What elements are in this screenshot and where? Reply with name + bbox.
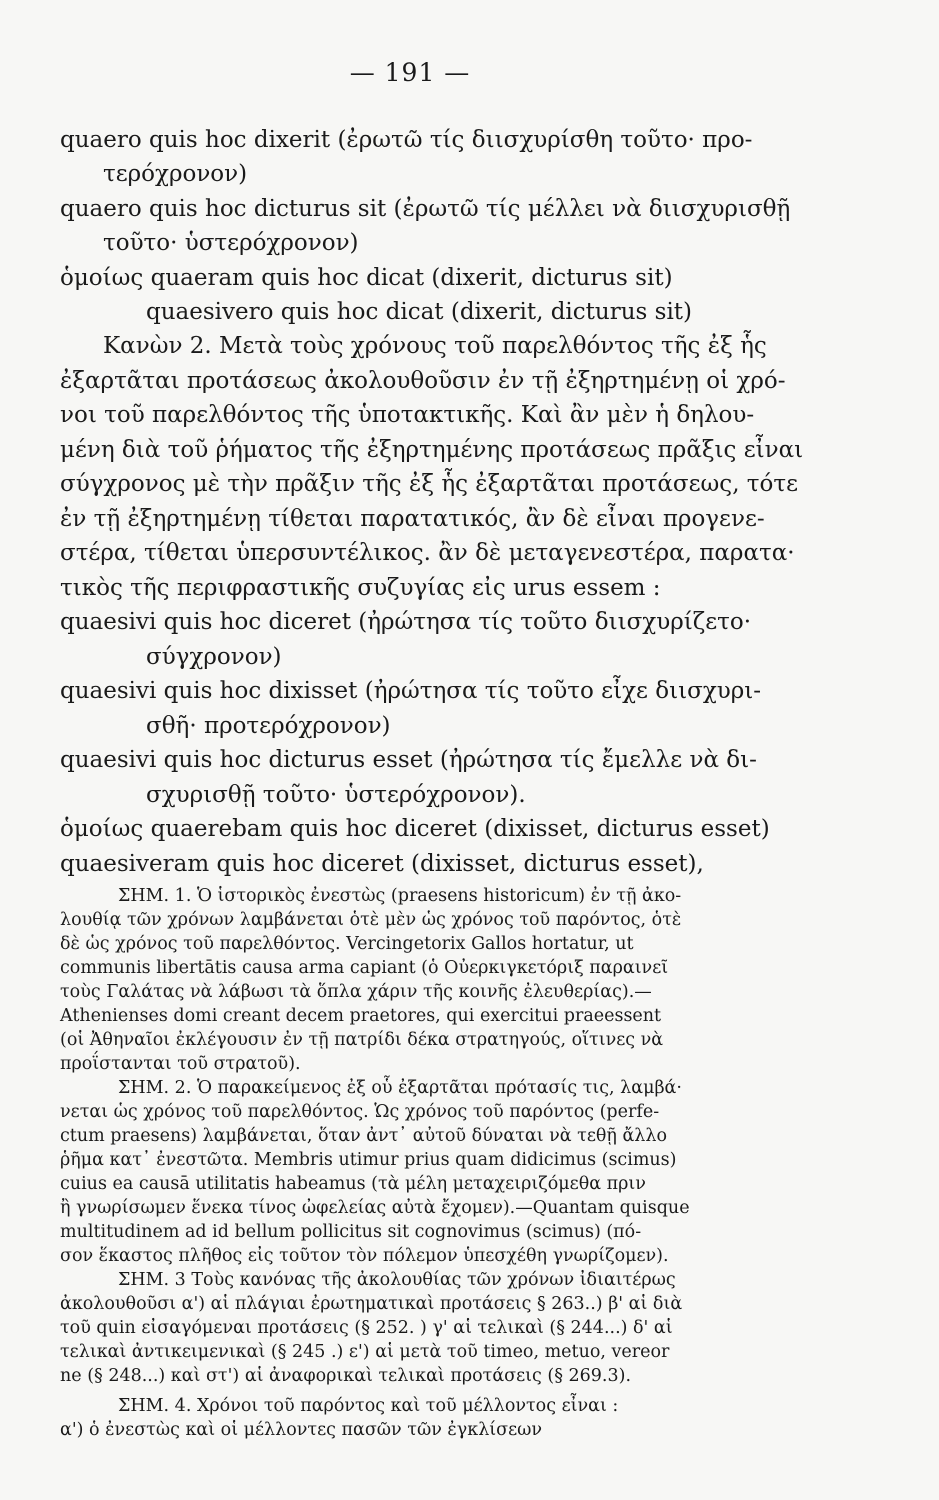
note-line: δὲ ὡς χρόνος τοῦ παρελθόντος. Vercingetorix Gallos hortatur, ut xyxy=(60,934,634,954)
text-line: quaesivero quis hoc dicat (dixerit, dicturus sit) xyxy=(146,299,693,325)
note-line: προΐστανται τοῦ στρατοῦ). xyxy=(60,1054,301,1074)
note-line: ἀκολουθοῦσι α') αἱ πλάγιαι ἐρωτηματικαὶ προτάσεις § 263..) β' αἱ διὰ xyxy=(60,1294,683,1314)
note-line: cuius ea causā utilitatis habeamus (τὰ μέλη μεταχειριζόμεθα πριν xyxy=(60,1174,646,1194)
text-line: σύγχρονον) xyxy=(146,644,282,670)
text-line: τοῦτο· ὑστερόχρονον) xyxy=(103,230,359,256)
note-line: ΣΗΜ. 3 Τοὺς κανόνας τῆς ἀκολουθίας τῶν χρόνων ἰδιαιτέρως xyxy=(118,1270,676,1290)
note-line: ΣΗΜ. 2. Ὁ παρακείμενος ἐξ οὗ ἐξαρτᾶται πρότασίς τις, λαμβά· xyxy=(118,1078,682,1098)
text-line: σχυρισθῇ τοῦτο· ὑστερόχρονον). xyxy=(146,782,526,808)
text-line: quaesiveram quis hoc diceret (dixisset, dicturus esset), xyxy=(60,851,704,877)
text-line: quaesivi quis hoc dicturus esset (ἠρώτησα τίς ἔμελλε νὰ δι- xyxy=(60,747,757,773)
note-line: τοὺς Γαλάτας νὰ λάβωσι τὰ ὅπλα χάριν τῆς κοινῆς ἐλευθερίας).— xyxy=(60,982,652,1002)
note-line: (οἱ Ἀθηναῖοι ἐκλέγουσιν ἐν τῇ πατρίδι δέκα στρατηγούς, οἵτινες νὰ xyxy=(60,1030,664,1050)
text-line: ἐξαρτᾶται προτάσεως ἀκολουθοῦσιν ἐν τῇ ἐξηρτημένῃ οἱ χρό- xyxy=(60,368,786,394)
note-line: τελικαὶ ἀντικειμενικαὶ (§ 245 .) ε') αἱ μετὰ τοῦ timeo, metuo, vereor xyxy=(60,1342,670,1362)
text-line: ὁμοίως quaerebam quis hoc diceret (dixisset, dicturus esset) xyxy=(60,816,770,842)
note-line: ctum praesens) λαμβάνεται, ὅταν ἀντ᾽ αὐτοῦ δύναται νὰ τεθῇ ἄλλο xyxy=(60,1126,668,1146)
text-line: Κανὼν 2. Μετὰ τοὺς χρόνους τοῦ παρελθόντος τῆς ἐξ ἧς xyxy=(103,333,767,359)
note-line: σον ἕκαστος πλῆθος εἰς τοῦτον τὸν πόλεμον ὑπεσχέθη γνωρίζομεν). xyxy=(60,1246,669,1266)
text-line: στέρα, τίθεται ὑπερσυντέλικος. ἂν δὲ μεταγενεστέρα, παρατα· xyxy=(60,540,795,566)
note-line: ῥῆμα κατ᾽ ἐνεστῶτα. Membris utimur prius quam didicimus (scimus) xyxy=(60,1150,677,1170)
note-line: λουθίᾳ τῶν χρόνων λαμβάνεται ὁτὲ μὲν ὡς χρόνος τοῦ παρόντος, ὁτὲ xyxy=(60,910,682,930)
text-line: quaero quis hoc dicturus sit (ἐρωτῶ τίς μέλλει νὰ διισχυρισθῇ xyxy=(60,196,791,222)
note-line: ne (§ 248...) καὶ στ') αἱ ἀναφορικαὶ τελικαὶ προτάσεις (§ 269.3). xyxy=(60,1366,632,1386)
note-line: communis libertātis causa arma capiant (ὁ Οὐερκιγκετόριξ παραινεῖ xyxy=(60,958,669,978)
text-line: τικὸς τῆς περιφραστικῆς συζυγίας εἰς urus essem : xyxy=(60,575,661,601)
text-line: ἐν τῇ ἐξηρτημένῃ τίθεται παρατατικός, ἂν δὲ εἶναι προγενε- xyxy=(60,506,765,532)
note-line: νεται ὡς χρόνος τοῦ παρελθόντος. Ὡς χρόνος τοῦ παρόντος (perfe- xyxy=(60,1102,660,1122)
note-line: ΣΗΜ. 4. Χρόνοι τοῦ παρόντος καὶ τοῦ μέλλοντος εἶναι : xyxy=(118,1396,619,1416)
text-line: quaero quis hoc dixerit (ἐρωτῶ τίς διισχυρίσθη τοῦτο· προ- xyxy=(60,127,753,153)
text-line: τερόχρονον) xyxy=(103,161,248,187)
note-line: ἢ γνωρίσωμεν ἕνεκα τίνος ὠφελείας αὐτὰ ἔχομεν).—Quantam quisque xyxy=(60,1198,690,1218)
note-line: ΣΗΜ. 1. Ὁ ἱστορικὸς ἐνεστὼς (praesens historicum) ἐν τῇ ἀκο- xyxy=(118,886,682,906)
text-line: νοι τοῦ παρελθόντος τῆς ὑποτακτικῆς. Καὶ ἂν μὲν ἡ δηλου- xyxy=(60,402,755,428)
text-line: σθῆ· προτερόχρονον) xyxy=(146,713,391,739)
note-line: α') ὁ ἐνεστὼς καὶ οἱ μέλλοντες πασῶν τῶν ἐγκλίσεων xyxy=(60,1420,543,1440)
note-line: Athenienses domi creant decem praetores, qui exercitui praeessent xyxy=(60,1006,662,1026)
text-line: σύγχρονος μὲ τὴν πρᾶξιν τῆς ἐξ ἧς ἐξαρτᾶται προτάσεως, τότε xyxy=(60,471,799,497)
text-line: quaesivi quis hoc dixisset (ἠρώτησα τίς τοῦτο εἶχε διισχυρι- xyxy=(60,678,762,704)
text-line: μένη διὰ τοῦ ῥήματος τῆς ἐξηρτημένης προτάσεως πρᾶξις εἶναι xyxy=(60,437,804,463)
text-line: quaesivi quis hoc diceret (ἠρώτησα τίς τοῦτο διισχυρίζετο· xyxy=(60,609,752,635)
text-line: ὁμοίως quaeram quis hoc dicat (dixerit, dicturus sit) xyxy=(60,265,673,291)
page-number: — 191 — xyxy=(349,58,471,87)
note-line: τοῦ quin εἰσαγόμεναι προτάσεις (§ 252. ) γ' αἱ τελικαὶ (§ 244...) δ' αἱ xyxy=(60,1318,673,1338)
note-line: multitudinem ad id bellum pollicitus sit cognovimus (scimus) (πό- xyxy=(60,1222,642,1242)
